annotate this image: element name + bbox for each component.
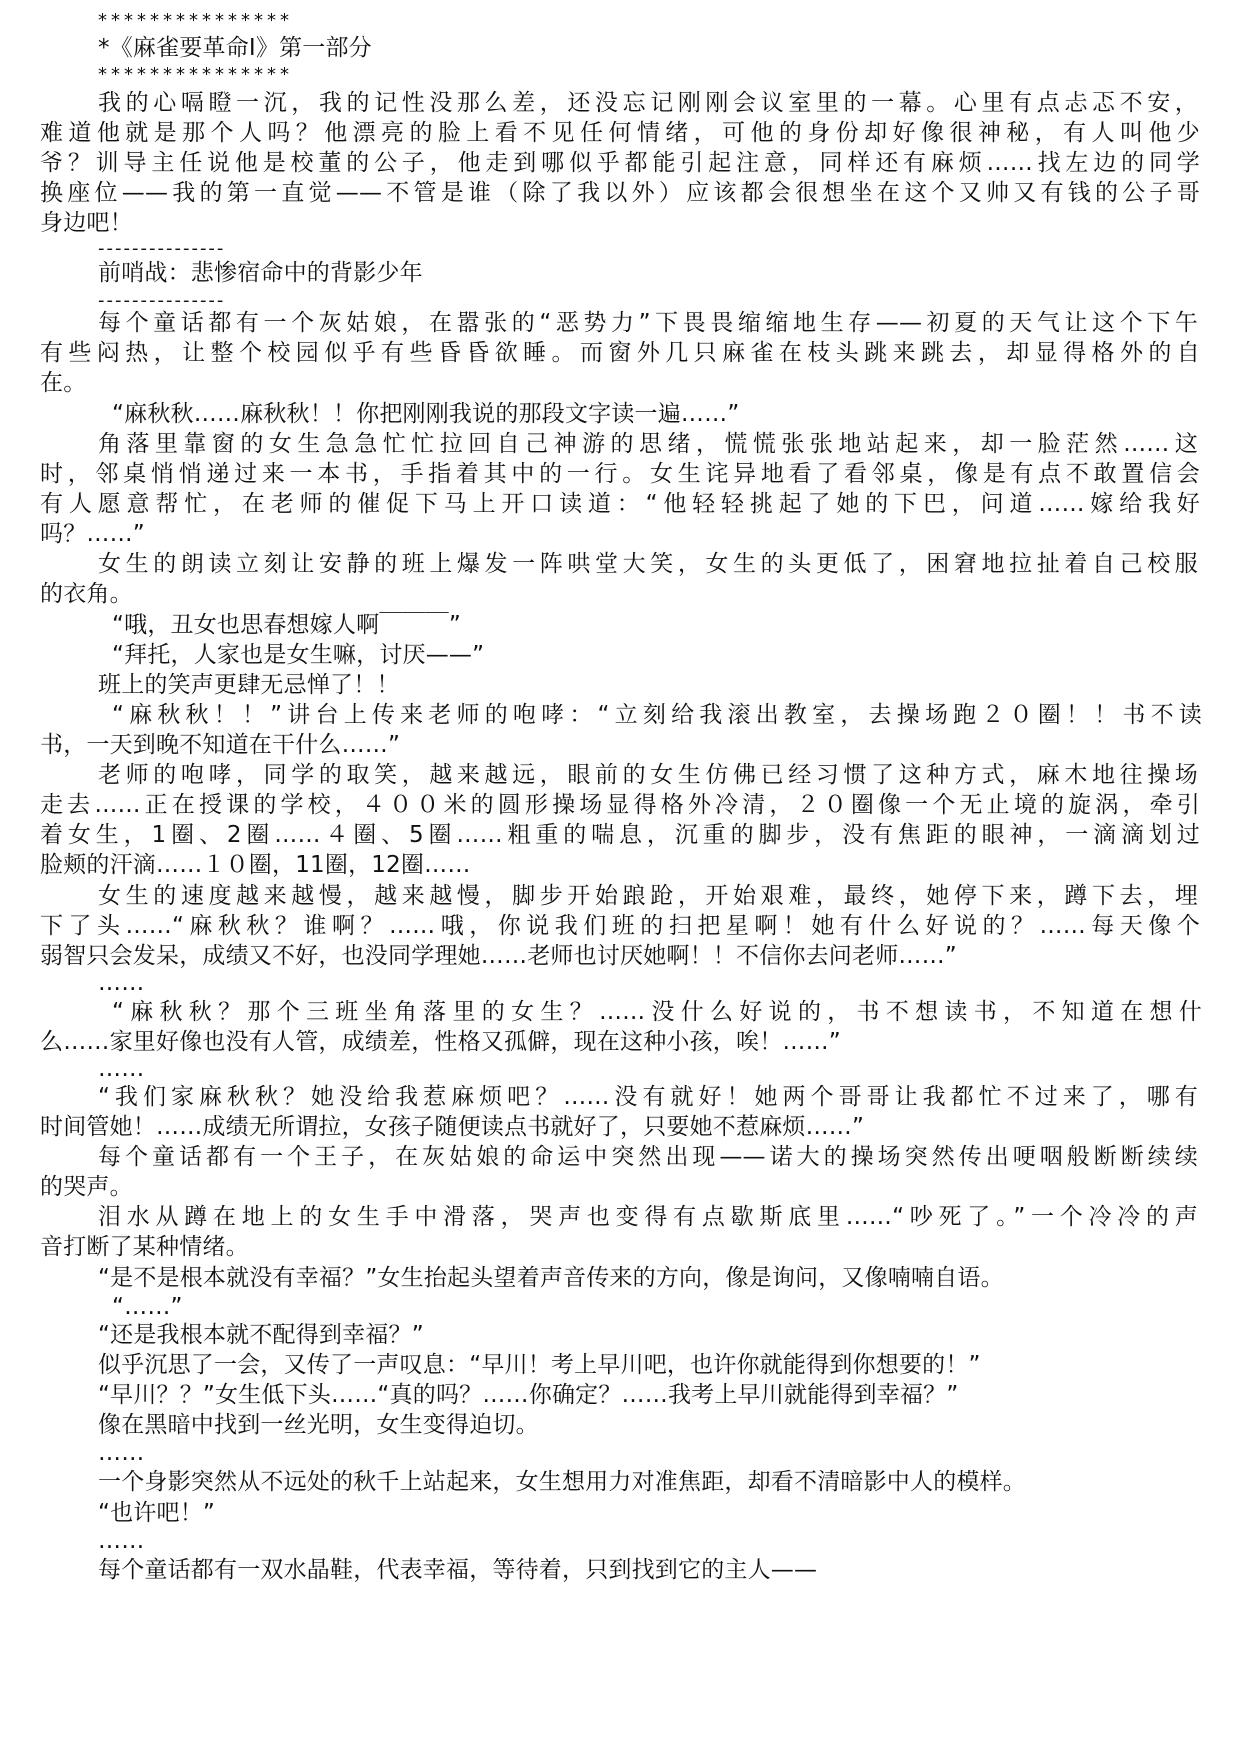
section-heading: 前哨战：悲惨宿命中的背影少年 (98, 260, 423, 286)
paragraph-line: 每个童话都有一个灰姑娘，在嚣张的“恶势力”下畏畏缩缩地生存——初夏的天气让这个下午 (98, 310, 1198, 336)
dialogue-line: “哦，丑女也思春想嫁人啊￣￣￣” (112, 612, 462, 638)
dialogue-line: “早川？？”女生低下头……“真的吗？……你确定？……我考上早川就能得到幸福？” (98, 1382, 959, 1408)
paragraph-line: 换座位——我的第一直觉——不管是谁（除了我以外）应该都会很想坐在这个又帅又有钱的公子哥 (40, 180, 1200, 206)
header-stars-bottom: *************** (98, 64, 293, 85)
paragraph-line: 的哭声。 (40, 1174, 133, 1200)
paragraph-line: 的衣角。 (40, 581, 133, 607)
paragraph-line: 爷？训导主任说他是校董的公子，他走到哪似乎都能引起注意，同样还有麻烦……找左边的同学 (40, 150, 1200, 176)
dialogue-line: “我们家麻秋秋？她没给我惹麻烦吧？……没有就好！她两个哥哥让我都忙不过来了，哪有 (98, 1084, 1198, 1110)
dialogue-line: “是不是根本就没有幸福？”女生抬起头望着声音传来的方向，像是询问，又像喃喃自语。 (98, 1265, 1004, 1291)
paragraph-line: 在。 (40, 370, 87, 396)
paragraph-line: 么……家里好像也没有人管，成绩差，性格又孤僻，现在这种小孩，唉！……” (40, 1029, 841, 1055)
ellipsis-line: …… (98, 970, 145, 996)
paragraph-line: 老师的咆哮，同学的取笑，越来越远，眼前的女生仿佛已经习惯了这种方式，麻木地往操场 (98, 762, 1198, 788)
dialogue-line: “拜托，人家也是女生嘛，讨厌——” (112, 642, 485, 668)
paragraph-line: 有人愿意帮忙，在老师的催促下马上开口读道：“他轻轻挑起了她的下巴，问道……嫁给我好 (40, 491, 1200, 517)
ellipsis-line: …… (98, 1528, 145, 1554)
paragraph-line: 每个童话都有一个王子，在灰姑娘的命运中突然出现——诺大的操场突然传出哽咽般断断续续 (98, 1144, 1198, 1170)
paragraph-line: 女生的朗读立刻让安静的班上爆发一阵哄堂大笑，女生的头更低了，困窘地拉扯着自己校服 (98, 551, 1198, 577)
dialogue-line: “也许吧！” (98, 1500, 216, 1526)
paragraph-line: 脸颊的汗滴……１０圈，11圈，12圈…… (40, 852, 471, 878)
dialogue-line: “……” (112, 1294, 183, 1320)
dialogue-line: “麻秋秋！！”讲台上传来老师的咆哮：“立刻给我滚出教室，去操场跑２０圈！！书不读 (112, 702, 1202, 728)
dialogue-line: “麻秋秋……麻秋秋！！你把刚刚我说的那段文字读一遍……” (112, 401, 740, 427)
paragraph-line: 音打断了某种情绪。 (40, 1234, 249, 1260)
paragraph-line: 有些闷热，让整个校园似乎有些昏昏欲睡。而窗外几只麻雀在枝头跳来跳去，却显得格外的自 (40, 340, 1200, 366)
paragraph-line: 似乎沉思了一会，又传了一声叹息：“早川！考上早川吧，也许你就能得到你想要的！” (98, 1352, 981, 1378)
paragraph-line: 身边吧！ (40, 210, 133, 236)
paragraph-line: 一个身影突然从不远处的秋千上站起来，女生想用力对准焦距，却看不清暗影中人的模样。 (98, 1469, 1026, 1495)
paragraph-line: 书，一天到晚不知道在干什么……” (40, 732, 401, 758)
paragraph-line: 难道他就是那个人吗？他漂亮的脸上看不见任何情绪，可他的身份却好像很神秘，有人叫他少 (40, 120, 1200, 146)
paragraph-line: 时，邻桌悄悄递过来一本书，手指着其中的一行。女生诧异地看了看邻桌，像是有点不敢置信会 (40, 461, 1200, 487)
header-stars-top: *************** (98, 10, 293, 31)
paragraph-line: 着女生，1圈、2圈……４圈、5圈……粗重的喘息，沉重的脚步，没有焦距的眼神，一滴滴划过 (40, 822, 1200, 848)
paragraph-line: 像在黑暗中找到一丝光明，女生变得迫切。 (98, 1412, 539, 1438)
paragraph-line: 吗？……” (40, 521, 145, 547)
section-divider: --------------- (98, 238, 226, 259)
paragraph-line: 时间管她！……成绩无所谓拉，女孩子随便读点书就好了，只要她不惹麻烦……” (40, 1114, 865, 1140)
dialogue-line: “还是我根本就不配得到幸福？” (98, 1322, 424, 1348)
paragraph-line: 女生的速度越来越慢，越来越慢，脚步开始踉跄，开始艰难，最终，她停下来，蹲下去，埋 (98, 883, 1198, 909)
paragraph-line: 角落里靠窗的女生急急忙忙拉回自己神游的思绪，慌慌张张地站起来，却一脸茫然……这 (98, 431, 1198, 457)
paragraph-line: 下了头……“麻秋秋？谁啊？……哦，你说我们班的扫把星啊！她有什么好说的？……每天像个 (40, 913, 1200, 939)
section-divider: --------------- (98, 290, 226, 311)
paragraph-line: 班上的笑声更肆无忌惮了！！ (98, 672, 400, 698)
paragraph-line: 泪水从蹲在地上的女生手中滑落，哭声也变得有点歇斯底里……“吵死了。”一个冷冷的声 (98, 1204, 1198, 1230)
paragraph-line: 走去……正在授课的学校，４００米的圆形操场显得格外冷清，２０圈像一个无止境的旋涡，牵引 (40, 792, 1200, 818)
paragraph-line: 我的心嗝瞪一沉，我的记性没那么差，还没忘记刚刚会议室里的一幕。心里有点忐忑不安， (98, 90, 1198, 116)
ellipsis-line: …… (98, 1440, 145, 1466)
paragraph-line: 弱智只会发呆，成绩又不好，也没同学理她……老师也讨厌她啊！！不信你去问老师……” (40, 943, 957, 969)
document-title: *《麻雀要革命I》第一部分 (98, 35, 372, 61)
ellipsis-line: …… (98, 1056, 145, 1082)
paragraph-line: 每个童话都有一双水晶鞋，代表幸福，等待着，只到找到它的主人—— (98, 1557, 818, 1583)
dialogue-line: “麻秋秋？那个三班坐角落里的女生？……没什么好说的，书不想读书，不知道在想什 (112, 999, 1202, 1025)
